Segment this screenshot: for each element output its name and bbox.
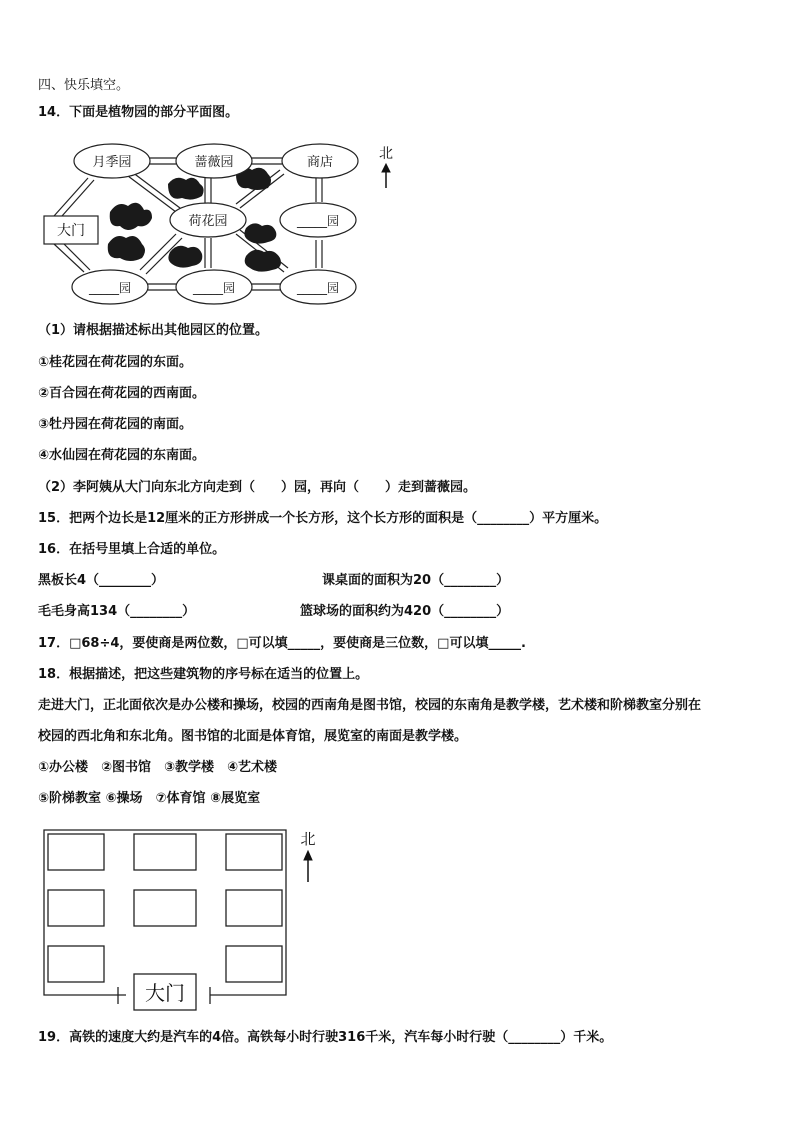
plot-sw — [48, 946, 104, 982]
q14-item-3: ③牡丹园在荷花园的南面。 — [38, 417, 193, 432]
plot-se — [226, 946, 282, 982]
section-title: 四、快乐填空。 — [38, 78, 130, 93]
campus-north-arrow-icon — [304, 851, 312, 882]
campus-north-label: 北 — [300, 830, 316, 848]
label-blank-sw: _____园 — [88, 281, 132, 295]
campus-map — [40, 824, 330, 1016]
plot-ne — [226, 834, 282, 870]
q16-a: 黑板长4（________） — [38, 573, 165, 588]
plot-w — [48, 890, 104, 926]
q16-c: 毛毛身高134（________） — [38, 604, 196, 619]
q18-desc-1: 走进大门，正北面依次是办公楼和操场，校园的西南角是图书馆，校园的东南角是教学楼，艺术楼和阶梯教室分别在 — [38, 698, 702, 713]
q16-d: 篮球场的面积约为420（________） — [300, 604, 510, 619]
q18-list-1: ①办公楼 ②图书馆 ③教学楼 ④艺术楼 — [38, 760, 278, 775]
plot-n-center — [134, 834, 196, 870]
label-shop: 商店 — [306, 155, 334, 170]
label-hehua: 荷花园 — [188, 214, 228, 229]
north-arrow-icon — [382, 164, 390, 188]
garden-map — [40, 140, 400, 312]
campus-gate-label: 大门 — [145, 981, 185, 1005]
q14-item-2: ②百合园在荷花园的西南面。 — [38, 386, 206, 401]
north-label: 北 — [379, 146, 393, 162]
label-blank-se: _____园 — [296, 281, 340, 295]
plot-e — [226, 890, 282, 926]
q17: 17．□68÷4，要使商是两位数，□可以填_____，要使商是三位数，□可以填_____. — [38, 636, 526, 651]
q14-item-1: ①桂花园在荷花园的东面。 — [38, 355, 193, 370]
q18-stem: 18．根据描述，把这些建筑物的序号标在适当的位置上。 — [38, 667, 369, 682]
campus-outline — [44, 830, 286, 995]
q19: 19．高铁的速度大约是汽车的4倍。高铁每小时行驶316千米，汽车每小时行驶（________）千米。 — [38, 1030, 613, 1045]
label-blank-east: _____园 — [296, 214, 340, 228]
q15: 15．把两个边长是12厘米的正方形拼成一个长方形，这个长方形的面积是（________）平方厘米。 — [38, 511, 608, 526]
label-blank-s: _____园 — [192, 281, 236, 295]
label-yueji: 月季园 — [92, 155, 132, 170]
plot-center — [134, 890, 196, 926]
q16-stem: 16．在括号里填上合适的单位。 — [38, 542, 226, 557]
q14-part1: （1）请根据描述标出其他园区的位置。 — [38, 323, 269, 338]
q18-list-2: ⑤阶梯教室 ⑥操场 ⑦体育馆 ⑧展览室 — [38, 791, 261, 806]
q14-part2: （2）李阿姨从大门向东北方向走到（ ）园，再向（ ）走到蔷薇园。 — [38, 480, 477, 495]
q14-item-4: ④水仙园在荷花园的东南面。 — [38, 448, 206, 463]
q16-b: 课桌面的面积为20（________） — [322, 573, 510, 588]
q18-desc-2: 校园的西北角和东北角。图书馆的北面是体育馆，展览室的南面是教学楼。 — [38, 729, 468, 744]
plot-nw — [48, 834, 104, 870]
q14-stem: 14．下面是植物园的部分平面图。 — [38, 105, 239, 120]
label-gate: 大门 — [57, 223, 85, 239]
label-qiangwei: 蔷薇园 — [194, 155, 234, 170]
